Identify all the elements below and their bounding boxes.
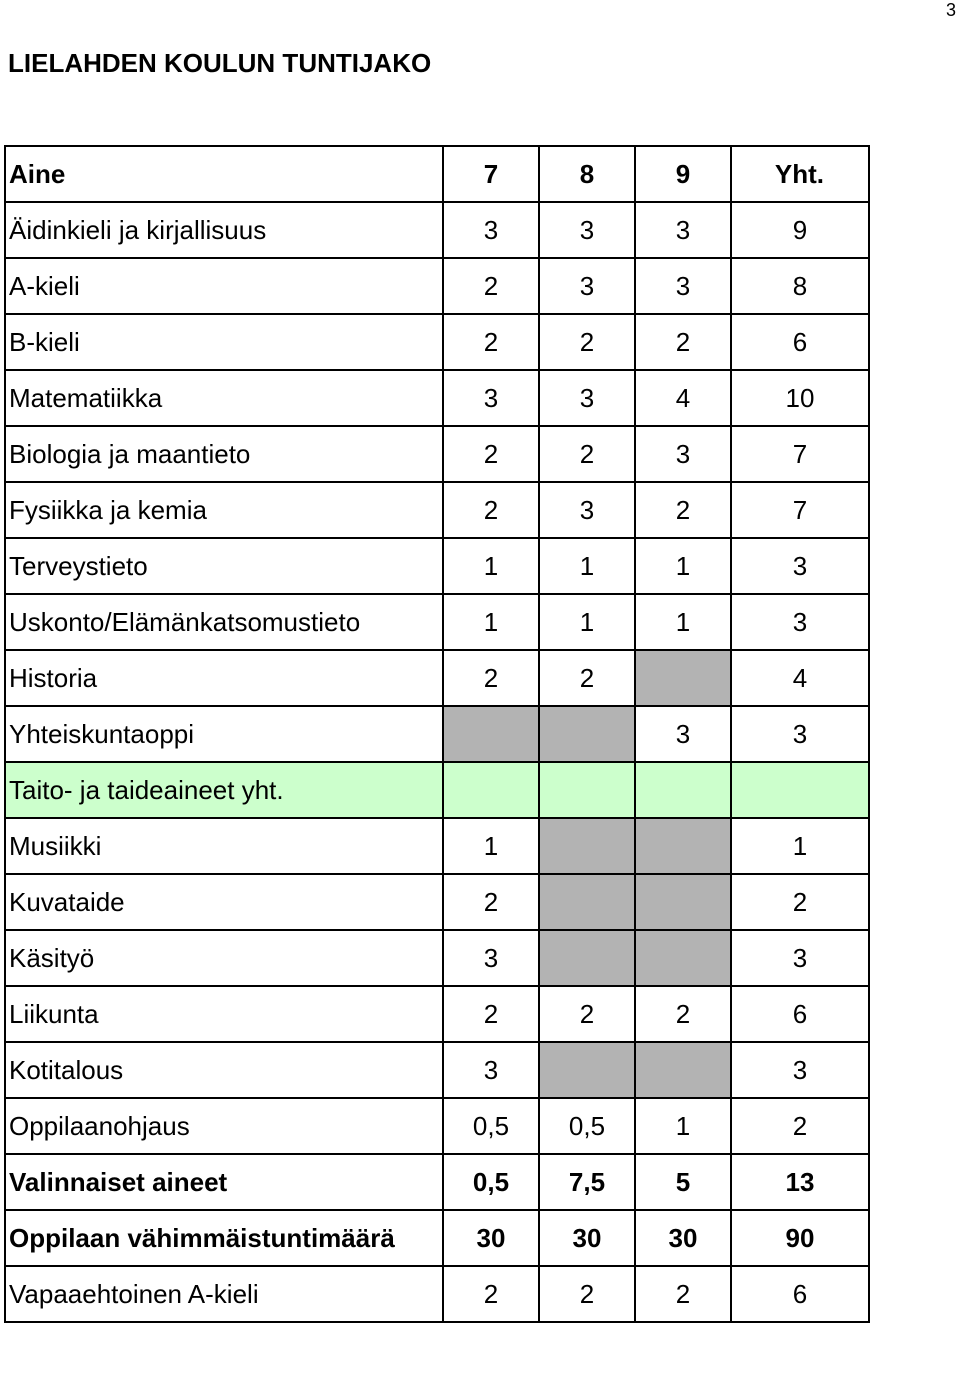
grade-7-cell: 2 <box>443 482 539 538</box>
table-row <box>5 1098 869 1154</box>
grade-9-cell: 2 <box>635 482 731 538</box>
grade-9-cell: 30 <box>635 1210 731 1266</box>
header-total: Yht. <box>731 146 869 202</box>
grade-7-cell: 2 <box>443 986 539 1042</box>
total-cell: 6 <box>731 314 869 370</box>
page-number: 3 <box>945 0 956 20</box>
grade-9-cell: 1 <box>635 594 731 650</box>
total-cell: 7 <box>731 426 869 482</box>
grade-7-cell: 1 <box>443 538 539 594</box>
grade-9-cell: 3 <box>635 202 731 258</box>
subject-cell: Taito- ja taideaineet yht. <box>5 762 443 818</box>
grade-7-cell: 1 <box>443 818 539 874</box>
grade-7-cell: 2 <box>443 874 539 930</box>
grade-8-cell <box>539 762 635 818</box>
grade-9-cell: 1 <box>635 538 731 594</box>
table-row <box>5 1210 869 1266</box>
total-cell: 10 <box>731 370 869 426</box>
grade-9-cell: 1 <box>635 1098 731 1154</box>
grade-8-cell <box>539 706 635 762</box>
total-cell: 7 <box>731 482 869 538</box>
grade-7-cell: 0,5 <box>443 1098 539 1154</box>
grade-7-cell: 2 <box>443 258 539 314</box>
subject-cell: Yhteiskuntaoppi <box>5 706 443 762</box>
grade-8-cell: 0,5 <box>539 1098 635 1154</box>
subject-cell: Valinnaiset aineet <box>5 1154 443 1210</box>
document-title: LIELAHDEN KOULUN TUNTIJAKO <box>8 48 432 78</box>
table-row <box>5 482 869 538</box>
total-cell: 6 <box>731 986 869 1042</box>
grade-7-cell <box>443 706 539 762</box>
grade-8-cell <box>539 818 635 874</box>
grade-9-cell <box>635 930 731 986</box>
subject-cell: B-kieli <box>5 314 443 370</box>
table-row <box>5 314 869 370</box>
grade-9-cell <box>635 874 731 930</box>
total-cell: 2 <box>731 874 869 930</box>
total-cell: 4 <box>731 650 869 706</box>
lesson-distribution-table <box>4 145 870 1323</box>
subject-cell: Terveystieto <box>5 538 443 594</box>
grade-8-cell: 2 <box>539 986 635 1042</box>
grade-9-cell <box>635 1042 731 1098</box>
grade-7-cell: 30 <box>443 1210 539 1266</box>
grade-9-cell: 4 <box>635 370 731 426</box>
header-grade-9: 9 <box>635 146 731 202</box>
table-row <box>5 818 869 874</box>
total-cell: 1 <box>731 818 869 874</box>
table-row <box>5 426 869 482</box>
subject-cell: Fysiikka ja kemia <box>5 482 443 538</box>
grade-8-cell: 7,5 <box>539 1154 635 1210</box>
subject-cell: A-kieli <box>5 258 443 314</box>
grade-9-cell: 2 <box>635 314 731 370</box>
table-row <box>5 370 869 426</box>
total-cell: 3 <box>731 538 869 594</box>
total-cell: 3 <box>731 706 869 762</box>
grade-8-cell: 30 <box>539 1210 635 1266</box>
total-cell: 3 <box>731 1042 869 1098</box>
grade-8-cell: 3 <box>539 258 635 314</box>
header-grade-8: 8 <box>539 146 635 202</box>
table-row <box>5 202 869 258</box>
subject-cell: Kotitalous <box>5 1042 443 1098</box>
table-row <box>5 538 869 594</box>
grade-9-cell: 3 <box>635 706 731 762</box>
subject-cell: Äidinkieli ja kirjallisuus <box>5 202 443 258</box>
table-row <box>5 650 869 706</box>
subject-cell: Oppilaan vähimmäistuntimäärä <box>5 1210 443 1266</box>
table-row <box>5 1154 869 1210</box>
grade-8-cell: 2 <box>539 650 635 706</box>
header-grade-7: 7 <box>443 146 539 202</box>
subject-cell: Biologia ja maantieto <box>5 426 443 482</box>
grade-8-cell <box>539 930 635 986</box>
grade-7-cell: 2 <box>443 426 539 482</box>
total-cell <box>731 762 869 818</box>
grade-7-cell: 3 <box>443 370 539 426</box>
grade-7-cell: 2 <box>443 314 539 370</box>
total-cell: 3 <box>731 930 869 986</box>
table-row <box>5 258 869 314</box>
grade-8-cell: 3 <box>539 370 635 426</box>
grade-7-cell: 3 <box>443 1042 539 1098</box>
total-cell: 13 <box>731 1154 869 1210</box>
table-row <box>5 986 869 1042</box>
header-subject: Aine <box>5 146 443 202</box>
grade-9-cell <box>635 762 731 818</box>
subject-cell: Kuvataide <box>5 874 443 930</box>
subject-cell: Oppilaanohjaus <box>5 1098 443 1154</box>
subject-cell: Historia <box>5 650 443 706</box>
grade-8-cell: 2 <box>539 426 635 482</box>
table-row <box>5 1042 869 1098</box>
grade-8-cell <box>539 874 635 930</box>
grade-7-cell: 2 <box>443 650 539 706</box>
subject-cell: Käsityö <box>5 930 443 986</box>
grade-7-cell: 3 <box>443 930 539 986</box>
grade-8-cell: 2 <box>539 1266 635 1322</box>
subject-cell: Vapaaehtoinen A-kieli <box>5 1266 443 1322</box>
table-row <box>5 874 869 930</box>
subject-cell: Uskonto/Elämänkatsomustieto <box>5 594 443 650</box>
grade-9-cell: 5 <box>635 1154 731 1210</box>
total-cell: 9 <box>731 202 869 258</box>
table-header-row <box>5 146 869 202</box>
table-row <box>5 594 869 650</box>
grade-7-cell <box>443 762 539 818</box>
grade-7-cell: 0,5 <box>443 1154 539 1210</box>
grade-7-cell: 1 <box>443 594 539 650</box>
subject-cell: Musiikki <box>5 818 443 874</box>
grade-8-cell: 1 <box>539 538 635 594</box>
grade-7-cell: 3 <box>443 202 539 258</box>
total-cell: 8 <box>731 258 869 314</box>
grade-9-cell: 3 <box>635 426 731 482</box>
grade-9-cell: 2 <box>635 986 731 1042</box>
grade-8-cell <box>539 1042 635 1098</box>
grade-9-cell <box>635 818 731 874</box>
grade-7-cell: 2 <box>443 1266 539 1322</box>
grade-8-cell: 3 <box>539 482 635 538</box>
grade-8-cell: 3 <box>539 202 635 258</box>
total-cell: 6 <box>731 1266 869 1322</box>
table-row <box>5 930 869 986</box>
table-row <box>5 706 869 762</box>
subject-cell: Matematiikka <box>5 370 443 426</box>
total-cell: 3 <box>731 594 869 650</box>
table-row <box>5 762 869 818</box>
grade-8-cell: 1 <box>539 594 635 650</box>
total-cell: 2 <box>731 1098 869 1154</box>
subject-cell: Liikunta <box>5 986 443 1042</box>
total-cell: 90 <box>731 1210 869 1266</box>
table-row <box>5 1266 869 1322</box>
grade-8-cell: 2 <box>539 314 635 370</box>
grade-9-cell: 3 <box>635 258 731 314</box>
grade-9-cell <box>635 650 731 706</box>
grade-9-cell: 2 <box>635 1266 731 1322</box>
